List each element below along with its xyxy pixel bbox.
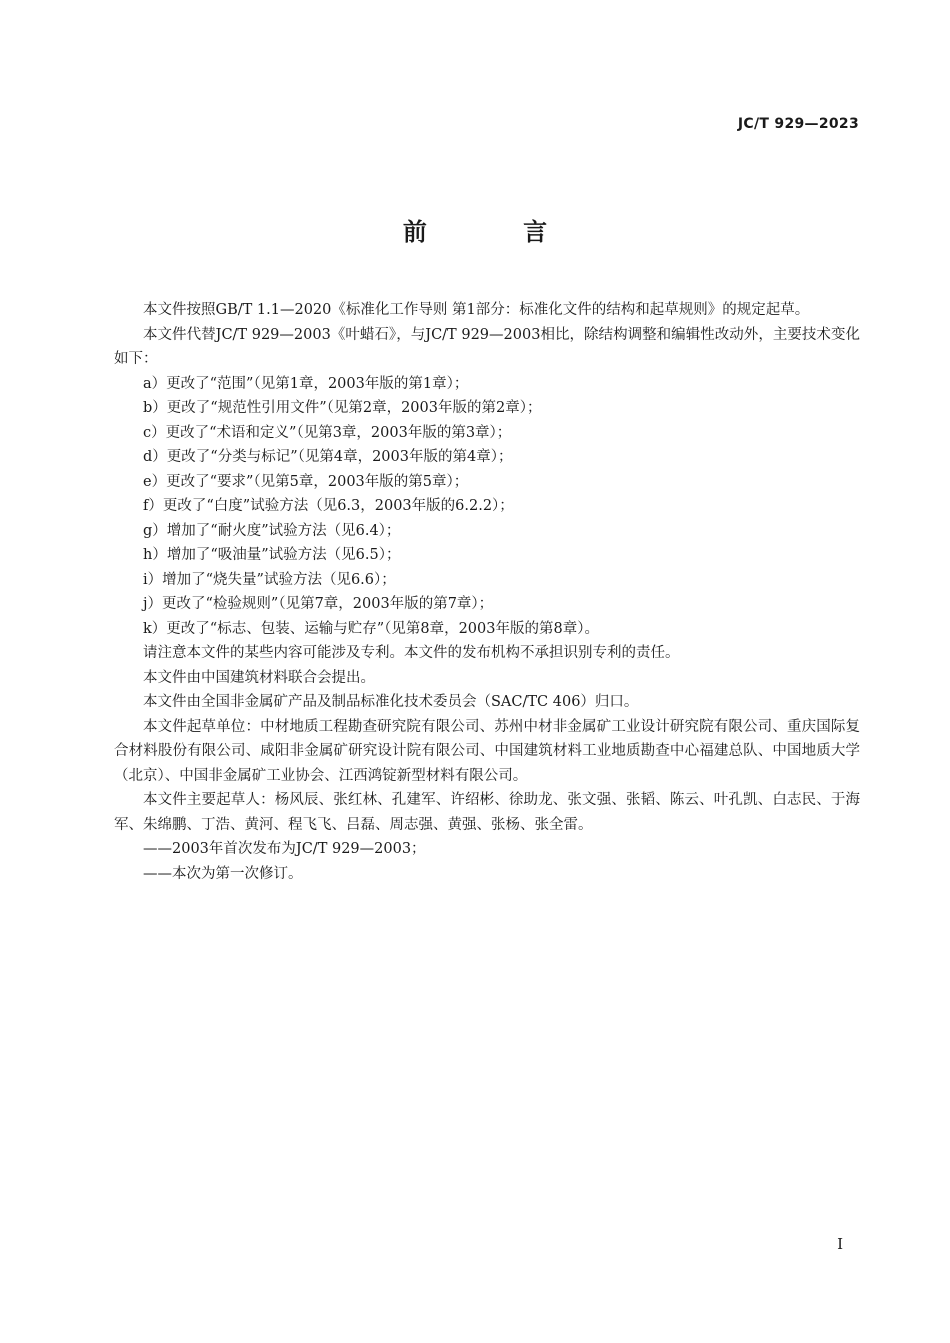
proposer-note: 本文件由中国建筑材料联合会提出。	[143, 669, 375, 686]
change-item: h）增加了“吸油量”试验方法（见6.5）；	[143, 547, 401, 563]
change-item: e）更改了“要求”（见第5章，2003年版的第5章）；	[143, 473, 469, 490]
paragraph-basis: 本文件按照GB/T 1.1—2020《标准化工作导则 第1部分：标准化文件的结构和起草规则》的规定起草。	[143, 302, 810, 318]
change-item: f）更改了“白度”试验方法（见6.3，2003年版的6.2.2）；	[143, 498, 514, 514]
patent-note: 请注意本文件的某些内容可能涉及专利。本文件的发布机构不承担识别专利的责任。	[143, 645, 680, 661]
standard-number: JC/T 929—2023	[737, 116, 859, 132]
change-item: i）增加了“烧失量”试验方法（见6.6）；	[143, 571, 396, 588]
change-item: d）更改了“分类与标记”（见第4章，2003年版的第4章）；	[143, 449, 513, 465]
change-item: a）更改了“范围”（见第1章，2003年版的第1章）；	[143, 375, 469, 392]
committee-note: 本文件由全国非金属矿产品及制品标准化技术委员会（SAC/TC 406）归口。	[143, 694, 639, 710]
change-item: g）增加了“耐火度”试验方法（见6.4）；	[143, 522, 401, 539]
foreword-body	[114, 298, 860, 886]
history-first-release: ——2003年首次发布为JC/T 929—2003；	[143, 841, 426, 857]
history-revision: ——本次为第一次修订。	[143, 865, 303, 882]
change-item: c）更改了“术语和定义”（见第3章，2003年版的第3章）；	[143, 424, 512, 441]
page-number: I	[837, 1235, 843, 1253]
change-item: k）更改了“标志、包装、运输与贮存”（见第8章，2003年版的第8章）。	[143, 620, 599, 637]
change-item: j）更改了“检验规则”（见第7章，2003年版的第7章）；	[143, 596, 494, 612]
drafting-units: 本文件起草单位：中材地质工程勘查研究院有限公司、苏州中材非金属矿工业设计研究院有限公司、重庆国际复合材料股份有限公司、咸阳非金属矿研究设计院有限公司、中国建筑材料工业地质勘查中心福建总队、中国地质大学（北京）、中国非金属矿工业协会、江西鸿锭新型材料有限公司。	[114, 718, 860, 784]
paragraph-replaces: 本文件代替JC/T 929—2003《叶蜡石》，与JC/T 929—2003相比，除结构调整和编辑性改动外，主要技术变化如下：	[114, 326, 860, 367]
page-title: 前 言	[402, 218, 592, 246]
drafters: 本文件主要起草人：杨风辰、张红林、孔建军、许绍彬、徐助龙、张文强、张韬、陈云、叶孔凯、白志民、于海军、朱绵鹏、丁浩、黄河、程飞飞、吕磊、周志强、黄强、张杨、张全雷。	[114, 792, 860, 833]
change-item: b）更改了“规范性引用文件”（见第2章，2003年版的第2章）；	[143, 400, 542, 416]
